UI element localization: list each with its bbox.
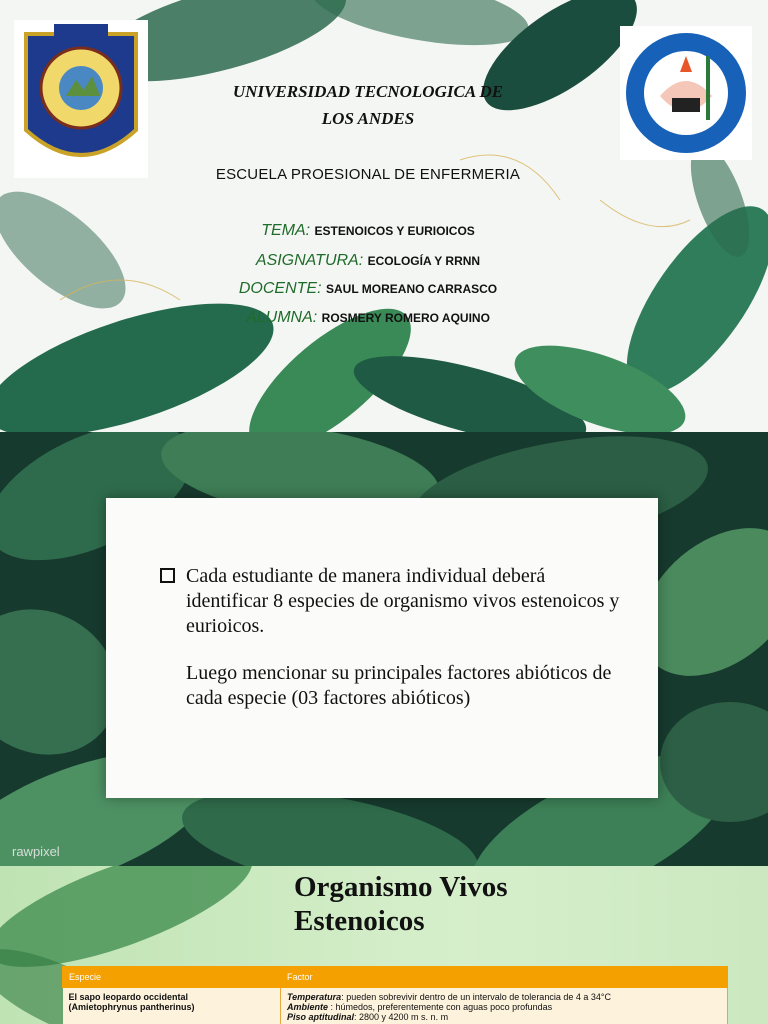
asignatura-value: ECOLOGÍA Y RRNN [367, 254, 481, 268]
alumna-label: ALUMNA: [246, 309, 318, 326]
header-factor: Factor [281, 967, 728, 988]
bullet-item [160, 564, 630, 711]
species-scientific-name: (Amietophrynus pantherinus) [68, 1002, 195, 1012]
watermark: rawpixel [12, 844, 60, 859]
checkbox-bullet-icon [160, 568, 175, 583]
factor-key: Piso aptitudinal [287, 1012, 355, 1022]
instructions-slide [0, 432, 768, 866]
instruction-paragraph-1: Cada estudiante de manera individual deberá identificar 8 especies de organismo vivos estenoicos y eurioicos. [186, 565, 620, 637]
factor-key: Temperatura [287, 992, 342, 1002]
factor-line [287, 992, 721, 1002]
slide-title [294, 870, 508, 938]
tema-label: TEMA: [261, 222, 311, 239]
factor-value: : pueden sobrevivir dentro de un intervalo de tolerancia de 4 a 34°C [341, 992, 611, 1002]
tema-row [120, 222, 616, 240]
docente-label: DOCENTE: [238, 280, 322, 297]
factor-value: : húmedos, preferentemente con aguas poco profundas [328, 1002, 553, 1012]
factor-cell [281, 988, 728, 1024]
header-especie: Especie [63, 967, 281, 988]
asignatura-row [120, 252, 616, 270]
title-slide [0, 0, 768, 432]
asignatura-label: ASIGNATURA: [255, 252, 364, 269]
school-name: ESCUELA PROESIONAL DE ENFERMERIA [215, 166, 521, 183]
instruction-paragraph-2: Luego mencionar su principales factores abióticos de cada especie (03 factores abióticos) [186, 662, 612, 709]
university-line-2: LOS ANDES [321, 109, 415, 128]
slide-title-line-1: Organismo Vivos [294, 871, 508, 903]
docente-row [120, 280, 616, 298]
species-cell [63, 988, 281, 1024]
alumna-row [120, 309, 616, 327]
instructions-card [106, 498, 658, 798]
table-row [63, 988, 728, 1024]
species-table [62, 966, 728, 1024]
university-name [120, 78, 616, 132]
docente-value: SAUL MOREANO CARRASCO [326, 282, 498, 296]
table-header-row [63, 967, 728, 988]
factor-value: : 2800 y 4200 m s. n. m [354, 1012, 449, 1022]
factor-line [287, 1002, 721, 1012]
factor-line [287, 1012, 721, 1022]
tema-value: ESTENOICOS Y EURIOICOS [314, 224, 475, 238]
organisms-slide [0, 866, 768, 1024]
species-name: El sapo leopardo occidental [68, 992, 189, 1002]
university-line-1: UNIVERSIDAD TECNOLOGICA DE [232, 82, 504, 101]
alumna-value: ROSMERY ROMERO AQUINO [321, 311, 490, 325]
slide-title-line-2: Estenoicos [294, 905, 425, 937]
factor-key: Ambiente [287, 1002, 329, 1012]
nursing-school-logo [620, 26, 752, 160]
